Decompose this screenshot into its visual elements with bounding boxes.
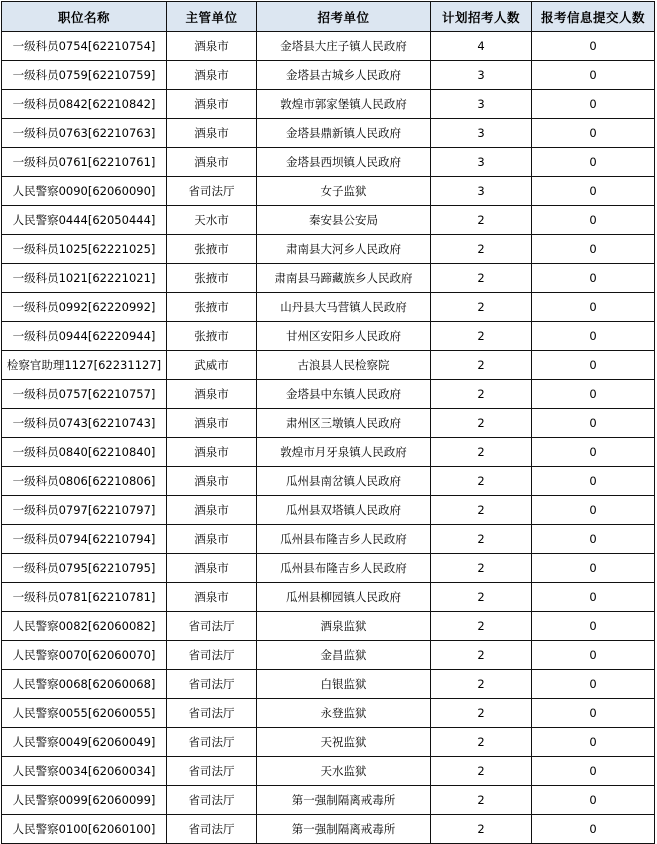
cell-planned-count: 2 (431, 525, 532, 554)
table-row (2, 815, 655, 844)
cell-job-name: 一级科员0797[62210797] (2, 496, 167, 525)
cell-job-name: 检察官助理1127[62231127] (2, 351, 167, 380)
table-row (2, 438, 655, 467)
cell-supervising-dept: 天水市 (167, 206, 257, 235)
cell-planned-count: 2 (431, 757, 532, 786)
cell-job-name: 一级科员0754[62210754] (2, 32, 167, 61)
cell-planned-count: 3 (431, 90, 532, 119)
cell-job-name: 人民警察0100[62060100] (2, 815, 167, 844)
table-row (2, 409, 655, 438)
table-body (2, 32, 655, 844)
cell-job-name: 一级科员0763[62210763] (2, 119, 167, 148)
table-row (2, 235, 655, 264)
cell-job-name: 人民警察0090[62060090] (2, 177, 167, 206)
cell-recruiting-unit: 瓜州县双塔镇人民政府 (257, 496, 431, 525)
cell-job-name: 一级科员0795[62210795] (2, 554, 167, 583)
cell-supervising-dept: 省司法厅 (167, 786, 257, 815)
cell-recruiting-unit: 山丹县大马营镇人民政府 (257, 293, 431, 322)
cell-recruiting-unit: 金塔县鼎新镇人民政府 (257, 119, 431, 148)
cell-planned-count: 2 (431, 612, 532, 641)
table-row (2, 699, 655, 728)
cell-submitted-count: 0 (532, 380, 655, 409)
cell-planned-count: 2 (431, 554, 532, 583)
cell-planned-count: 2 (431, 293, 532, 322)
cell-recruiting-unit: 秦安县公安局 (257, 206, 431, 235)
cell-planned-count: 3 (431, 148, 532, 177)
cell-job-name: 一级科员0806[62210806] (2, 467, 167, 496)
cell-recruiting-unit: 敦煌市郭家堡镇人民政府 (257, 90, 431, 119)
cell-planned-count: 2 (431, 264, 532, 293)
cell-planned-count: 2 (431, 322, 532, 351)
cell-submitted-count: 0 (532, 148, 655, 177)
cell-planned-count: 2 (431, 670, 532, 699)
cell-submitted-count: 0 (532, 699, 655, 728)
cell-submitted-count: 0 (532, 206, 655, 235)
cell-supervising-dept: 酒泉市 (167, 32, 257, 61)
table-row (2, 786, 655, 815)
table-row (2, 148, 655, 177)
table-row (2, 119, 655, 148)
cell-recruiting-unit: 肃南县马蹄藏族乡人民政府 (257, 264, 431, 293)
cell-submitted-count: 0 (532, 409, 655, 438)
recruitment-table-container (1, 1, 655, 844)
cell-submitted-count: 0 (532, 61, 655, 90)
table-row (2, 293, 655, 322)
cell-submitted-count: 0 (532, 496, 655, 525)
cell-recruiting-unit: 古浪县人民检察院 (257, 351, 431, 380)
cell-supervising-dept: 武威市 (167, 351, 257, 380)
table-row (2, 206, 655, 235)
cell-job-name: 人民警察0049[62060049] (2, 728, 167, 757)
cell-recruiting-unit: 金塔县大庄子镇人民政府 (257, 32, 431, 61)
cell-supervising-dept: 酒泉市 (167, 148, 257, 177)
header-recruiting-unit: 招考单位 (257, 2, 431, 32)
table-row (2, 496, 655, 525)
cell-planned-count: 3 (431, 61, 532, 90)
table-row (2, 90, 655, 119)
cell-supervising-dept: 省司法厅 (167, 612, 257, 641)
cell-supervising-dept: 张掖市 (167, 235, 257, 264)
cell-submitted-count: 0 (532, 90, 655, 119)
cell-supervising-dept: 省司法厅 (167, 177, 257, 206)
cell-job-name: 一级科员0761[62210761] (2, 148, 167, 177)
table-row (2, 728, 655, 757)
header-row (2, 2, 655, 32)
cell-planned-count: 2 (431, 583, 532, 612)
table-row (2, 32, 655, 61)
cell-recruiting-unit: 酒泉监狱 (257, 612, 431, 641)
cell-planned-count: 2 (431, 815, 532, 844)
cell-supervising-dept: 酒泉市 (167, 438, 257, 467)
cell-supervising-dept: 省司法厅 (167, 641, 257, 670)
header-job-name: 职位名称 (2, 2, 167, 32)
cell-planned-count: 2 (431, 641, 532, 670)
cell-job-name: 一级科员0781[62210781] (2, 583, 167, 612)
cell-supervising-dept: 酒泉市 (167, 409, 257, 438)
cell-submitted-count: 0 (532, 525, 655, 554)
cell-supervising-dept: 酒泉市 (167, 554, 257, 583)
cell-planned-count: 3 (431, 119, 532, 148)
cell-planned-count: 2 (431, 438, 532, 467)
cell-recruiting-unit: 瓜州县布隆吉乡人民政府 (257, 554, 431, 583)
recruitment-table (1, 1, 655, 844)
table-row (2, 264, 655, 293)
header-supervising-dept: 主管单位 (167, 2, 257, 32)
cell-supervising-dept: 张掖市 (167, 293, 257, 322)
cell-job-name: 一级科员0743[62210743] (2, 409, 167, 438)
table-row (2, 554, 655, 583)
cell-supervising-dept: 酒泉市 (167, 583, 257, 612)
cell-submitted-count: 0 (532, 32, 655, 61)
cell-recruiting-unit: 瓜州县南岔镇人民政府 (257, 467, 431, 496)
table-row (2, 670, 655, 699)
cell-job-name: 人民警察0082[62060082] (2, 612, 167, 641)
cell-job-name: 一级科员0842[62210842] (2, 90, 167, 119)
cell-supervising-dept: 酒泉市 (167, 467, 257, 496)
cell-job-name: 人民警察0055[62060055] (2, 699, 167, 728)
cell-supervising-dept: 省司法厅 (167, 670, 257, 699)
cell-planned-count: 2 (431, 409, 532, 438)
cell-recruiting-unit: 白银监狱 (257, 670, 431, 699)
cell-supervising-dept: 酒泉市 (167, 119, 257, 148)
cell-planned-count: 2 (431, 235, 532, 264)
cell-job-name: 一级科员0992[62220992] (2, 293, 167, 322)
cell-supervising-dept: 酒泉市 (167, 61, 257, 90)
cell-job-name: 一级科员1021[62221021] (2, 264, 167, 293)
cell-submitted-count: 0 (532, 815, 655, 844)
cell-submitted-count: 0 (532, 757, 655, 786)
cell-supervising-dept: 酒泉市 (167, 90, 257, 119)
cell-recruiting-unit: 金昌监狱 (257, 641, 431, 670)
cell-recruiting-unit: 金塔县古城乡人民政府 (257, 61, 431, 90)
cell-submitted-count: 0 (532, 641, 655, 670)
cell-planned-count: 2 (431, 380, 532, 409)
table-row (2, 641, 655, 670)
table-row (2, 322, 655, 351)
cell-job-name: 一级科员0840[62210840] (2, 438, 167, 467)
cell-recruiting-unit: 肃南县大河乡人民政府 (257, 235, 431, 264)
cell-job-name: 人民警察0068[62060068] (2, 670, 167, 699)
cell-submitted-count: 0 (532, 583, 655, 612)
cell-supervising-dept: 酒泉市 (167, 496, 257, 525)
cell-planned-count: 2 (431, 786, 532, 815)
cell-supervising-dept: 张掖市 (167, 264, 257, 293)
table-row (2, 583, 655, 612)
cell-recruiting-unit: 天水监狱 (257, 757, 431, 786)
cell-recruiting-unit: 天祝监狱 (257, 728, 431, 757)
cell-submitted-count: 0 (532, 786, 655, 815)
table-row (2, 177, 655, 206)
cell-supervising-dept: 省司法厅 (167, 757, 257, 786)
cell-supervising-dept: 省司法厅 (167, 728, 257, 757)
cell-job-name: 人民警察0070[62060070] (2, 641, 167, 670)
table-row (2, 380, 655, 409)
cell-submitted-count: 0 (532, 670, 655, 699)
cell-job-name: 人民警察0099[62060099] (2, 786, 167, 815)
cell-submitted-count: 0 (532, 293, 655, 322)
cell-supervising-dept: 酒泉市 (167, 525, 257, 554)
table-row (2, 757, 655, 786)
header-submitted-count: 报考信息提交人数 (532, 2, 655, 32)
table-row (2, 612, 655, 641)
cell-recruiting-unit: 瓜州县柳园镇人民政府 (257, 583, 431, 612)
cell-submitted-count: 0 (532, 119, 655, 148)
cell-recruiting-unit: 金塔县中东镇人民政府 (257, 380, 431, 409)
cell-submitted-count: 0 (532, 351, 655, 380)
cell-planned-count: 2 (431, 496, 532, 525)
cell-recruiting-unit: 瓜州县布隆吉乡人民政府 (257, 525, 431, 554)
cell-job-name: 一级科员0944[62220944] (2, 322, 167, 351)
cell-submitted-count: 0 (532, 235, 655, 264)
cell-submitted-count: 0 (532, 177, 655, 206)
cell-recruiting-unit: 肃州区三墩镇人民政府 (257, 409, 431, 438)
table-row (2, 525, 655, 554)
cell-submitted-count: 0 (532, 264, 655, 293)
cell-job-name: 一级科员0794[62210794] (2, 525, 167, 554)
cell-submitted-count: 0 (532, 467, 655, 496)
cell-supervising-dept: 省司法厅 (167, 815, 257, 844)
cell-recruiting-unit: 永登监狱 (257, 699, 431, 728)
header-planned-count: 计划招考人数 (431, 2, 532, 32)
cell-recruiting-unit: 女子监狱 (257, 177, 431, 206)
cell-supervising-dept: 省司法厅 (167, 699, 257, 728)
cell-planned-count: 4 (431, 32, 532, 61)
cell-planned-count: 2 (431, 351, 532, 380)
cell-job-name: 一级科员0759[62210759] (2, 61, 167, 90)
cell-submitted-count: 0 (532, 554, 655, 583)
cell-planned-count: 2 (431, 467, 532, 496)
cell-planned-count: 3 (431, 177, 532, 206)
cell-submitted-count: 0 (532, 612, 655, 641)
table-row (2, 61, 655, 90)
cell-job-name: 人民警察0034[62060034] (2, 757, 167, 786)
cell-submitted-count: 0 (532, 322, 655, 351)
cell-planned-count: 2 (431, 206, 532, 235)
cell-submitted-count: 0 (532, 438, 655, 467)
cell-job-name: 人民警察0444[62050444] (2, 206, 167, 235)
cell-recruiting-unit: 敦煌市月牙泉镇人民政府 (257, 438, 431, 467)
cell-recruiting-unit: 金塔县西坝镇人民政府 (257, 148, 431, 177)
cell-recruiting-unit: 甘州区安阳乡人民政府 (257, 322, 431, 351)
cell-job-name: 一级科员1025[62221025] (2, 235, 167, 264)
cell-planned-count: 2 (431, 699, 532, 728)
cell-recruiting-unit: 第一强制隔离戒毒所 (257, 786, 431, 815)
cell-supervising-dept: 酒泉市 (167, 380, 257, 409)
cell-submitted-count: 0 (532, 728, 655, 757)
table-row (2, 467, 655, 496)
cell-recruiting-unit: 第一强制隔离戒毒所 (257, 815, 431, 844)
cell-job-name: 一级科员0757[62210757] (2, 380, 167, 409)
table-row (2, 351, 655, 380)
cell-supervising-dept: 张掖市 (167, 322, 257, 351)
cell-planned-count: 2 (431, 728, 532, 757)
